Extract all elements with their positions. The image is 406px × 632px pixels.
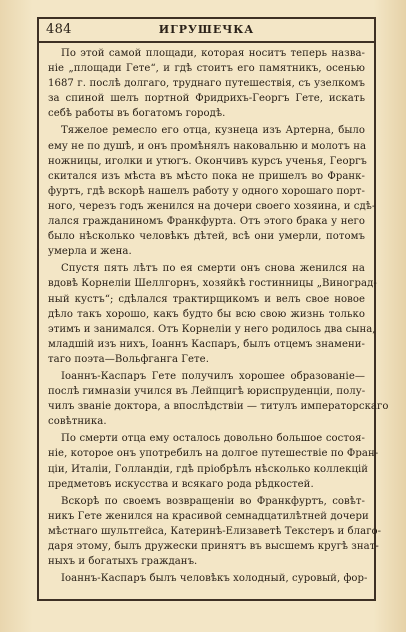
text-line: было нѣсколько человѣкъ дѣтей, всѣ они умерли, потомъ xyxy=(48,231,365,243)
text-line: вдовѣ Корнеліи Шеллгорнъ, хозяйкѣ гостинницы „Виноград- xyxy=(48,278,377,290)
running-title: ИГРУШЕЧКА xyxy=(158,23,255,36)
text-line: таго поэта—Вольфганга Гете. xyxy=(48,353,209,365)
text-line: ножницы, иголки и утюгъ. Окончивъ курсъ ученья, Георгъ xyxy=(48,155,367,167)
text-line: чилъ званіе доктора, а впослѣдствіи — титулъ императорскаго xyxy=(48,401,389,413)
text-line: Вскорѣ по своемъ возвращеніи во Франкфуртъ, совѣт- xyxy=(61,495,365,507)
text-line: 1687 г. послѣ долгаго, труднаго путешествія, съ узелкомъ xyxy=(48,78,365,90)
text-line: Іоаннъ-Каспаръ Гете получилъ хорошее образованіе— xyxy=(61,370,365,382)
text-line: дѣло такъ хорошо, какъ будто бы всю свою жизнь только xyxy=(48,308,365,320)
text-line: никъ Гете женился на красивой семнадцатилѣтней дочери xyxy=(48,510,369,522)
text-line: ціи, Италіи, Голландіи, гдѣ пріобрѣлъ нѣсколько коллекцій xyxy=(48,463,369,475)
text-line: Спустя пять лѣтъ по ея смерти онъ снова женился на xyxy=(61,263,365,275)
paragraph xyxy=(48,261,377,367)
text-line: Іоаннъ-Каспаръ былъ человѣкъ холодный, суровый, фор- xyxy=(61,573,368,585)
text-line: ніе „площади Гете“, и гдѣ стоитъ его памятникъ, осенью xyxy=(48,63,365,75)
paragraph xyxy=(48,494,382,569)
text-line: совѣтника. xyxy=(48,416,107,428)
text-line: предметовъ искусства и всякаго рода рѣдкостей. xyxy=(48,478,314,490)
page-body-text xyxy=(48,46,389,588)
text-line: По этой самой площади, которая носитъ теперь назва- xyxy=(61,48,365,59)
text-line: за спиной шелъ портной Фридрихъ-Георгъ Гете, искать xyxy=(48,93,365,105)
text-line: даря этому, былъ дружески принятъ въ высшемъ кругѣ знат- xyxy=(48,541,379,552)
text-line: ныхъ и богатыхъ гражданъ. xyxy=(48,556,198,568)
page-border-frame xyxy=(37,17,389,601)
text-line: ніе, которое онъ употребилъ на долгое путешествіе по Фран- xyxy=(48,448,379,460)
text-line: ного, черезъ годъ женился на дочери своего хозяина, и сдѣ- xyxy=(48,200,376,212)
paragraph xyxy=(48,571,368,586)
paragraph xyxy=(48,123,376,259)
text-line: ему не по душѣ, и онъ промѣнялъ наковальню и молотъ на xyxy=(48,140,367,152)
page-header xyxy=(39,19,374,43)
text-line: По смерти отца ему осталось довольно большое состоя- xyxy=(61,433,365,445)
page-number: 484 xyxy=(46,22,72,37)
paragraph xyxy=(48,431,379,491)
text-line: Тяжелое ремесло его отца, кузнеца изъ Артерна, было xyxy=(61,125,365,137)
text-line: себѣ работы въ богатомъ городѣ. xyxy=(48,108,226,120)
text-line: лался гражданиномъ Франкфурта. Отъ этого брака у него xyxy=(48,216,365,228)
text-line: скитался изъ мѣста въ мѣсто пока не пришелъ во Франк- xyxy=(48,170,365,182)
text-line: ный кустъ“; сдѣлался трактирщикомъ и велъ свое новое xyxy=(48,293,365,305)
text-line: младшій изъ нихъ, Іоаннъ Каспаръ, былъ отцемъ знамени- xyxy=(48,338,365,350)
text-line: умерла и жена. xyxy=(48,246,132,258)
text-line: послѣ гимназіи учился въ Лейпцигѣ юриспруденціи, полу- xyxy=(48,386,366,398)
paragraph xyxy=(48,369,389,429)
text-line: этимъ и занимался. Отъ Корнеліи у него родилось два сына, xyxy=(48,323,376,335)
text-line: фуртъ, гдѣ вскорѣ нашелъ работу у одного хорошаго порт- xyxy=(48,185,365,197)
paragraph xyxy=(48,46,365,121)
text-line: мѣстнаго шультгейса, Катеринѣ-Елизаветѣ Текстеръ и благо- xyxy=(48,525,382,537)
